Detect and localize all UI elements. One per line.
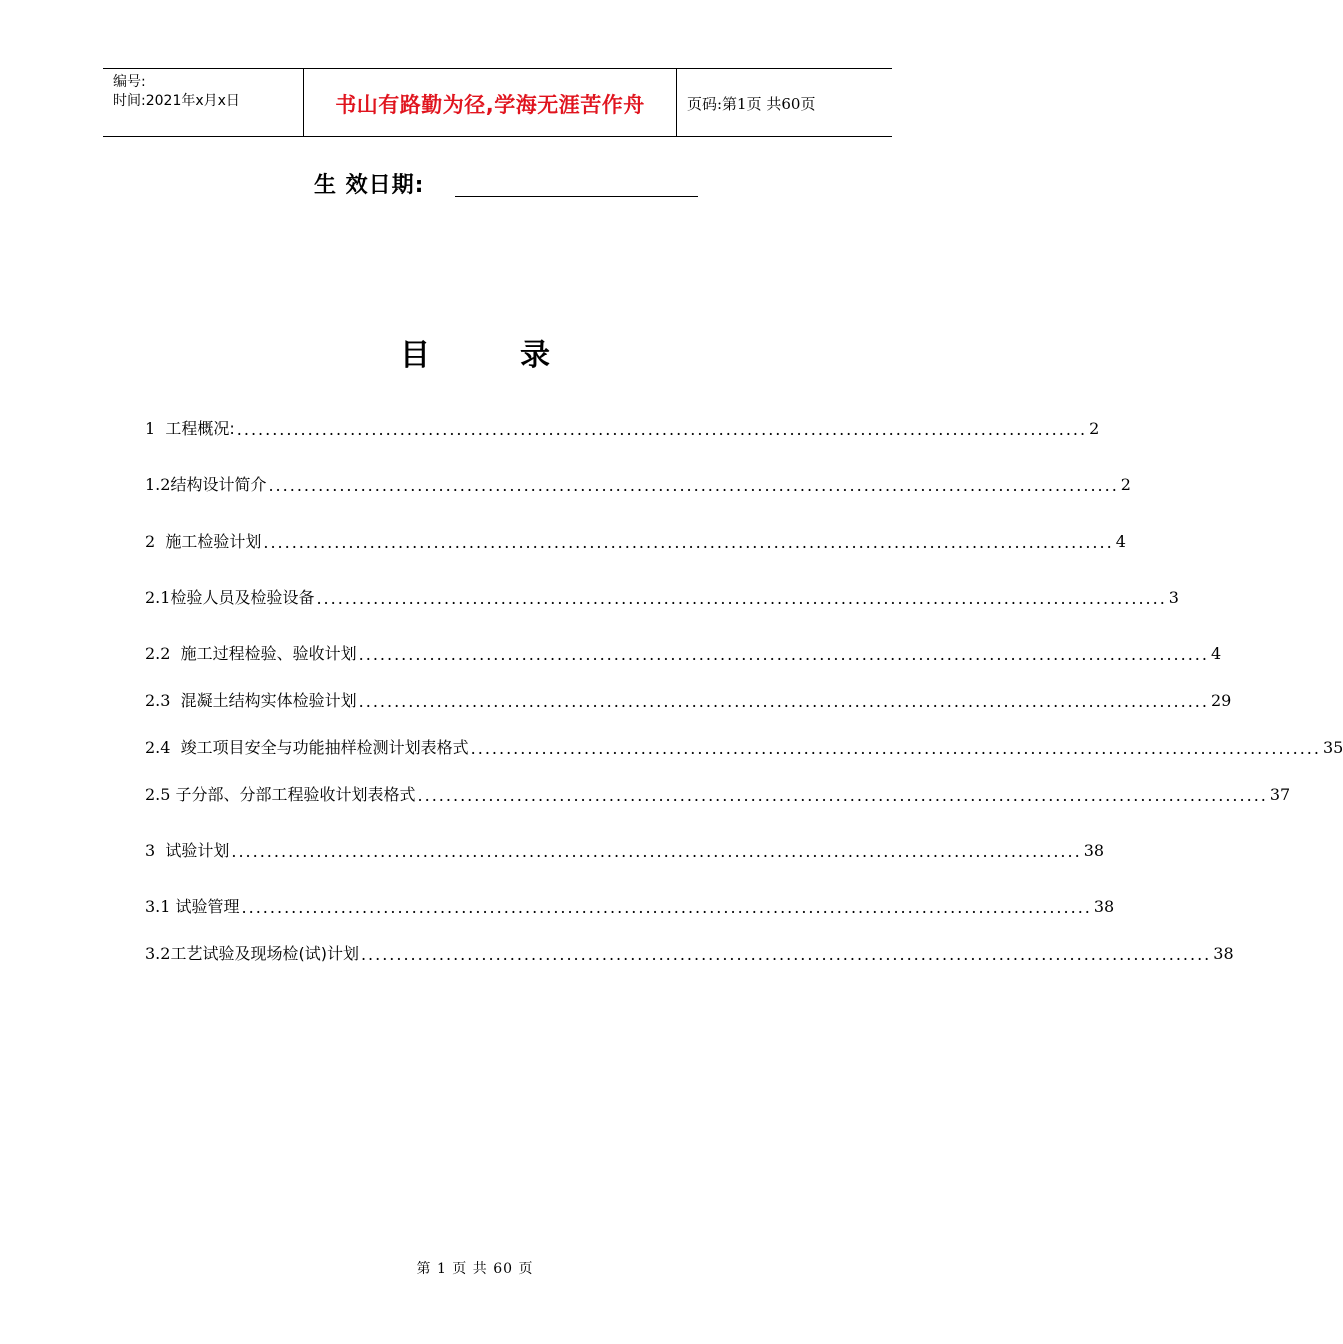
toc-entry-label: 施工检验计划: [165, 532, 262, 551]
toc-entry[interactable]: [145, 530, 1126, 554]
document-date: 时间:2021年x月x日: [113, 93, 240, 109]
toc-entry-leader-dots: ........................................................................................................................: [236, 420, 1088, 439]
toc-entry-number: 3.2: [145, 944, 171, 963]
toc-entry-label: 混凝土结构实体检验计划: [180, 691, 357, 710]
toc-entry[interactable]: [145, 642, 1222, 666]
header-table: [103, 68, 892, 137]
toc-entry-number: 2.2: [145, 644, 181, 663]
toc-entry[interactable]: [145, 839, 1105, 863]
toc-entry-label: 施工过程检验、验收计划: [180, 644, 357, 663]
toc-entry-number: 1: [145, 419, 166, 438]
toc-entry-leader-dots: ........................................................................................................................: [316, 589, 1167, 608]
toc-entry[interactable]: [145, 586, 1179, 610]
toc-entry-number: 3.1: [145, 897, 176, 916]
toc-entry-leader-dots: ........................................................................................................................: [417, 786, 1268, 805]
toc-entry-leader-dots: ........................................................................................................................: [263, 533, 1114, 552]
toc-entry-label: 结构设计简介: [170, 475, 267, 494]
toc-entry-number: 1.2: [145, 475, 171, 494]
toc-entry[interactable]: [145, 736, 1343, 760]
header-info-cell: [103, 69, 304, 136]
toc-entry-leader-dots: ........................................................................................................................: [358, 692, 1209, 711]
toc-entry-page: 38: [1213, 944, 1234, 963]
toc-entry-leader-dots: ........................................................................................................................: [268, 476, 1119, 495]
toc-entry[interactable]: [145, 783, 1291, 807]
toc-entry-number: 2.5: [145, 785, 176, 804]
toc-entry-page: 4: [1210, 644, 1222, 663]
toc-entry-label: 工艺试验及现场检(试)计划: [170, 944, 359, 963]
header-page-code: 页码:第1页 共60页: [687, 95, 816, 113]
toc-title-left: 目: [400, 338, 430, 373]
toc-entry-leader-dots: ........................................................................................................................: [360, 945, 1212, 964]
toc-entry-label: 试验计划: [165, 841, 230, 860]
effective-date-label: 生 效日期:: [314, 173, 425, 198]
toc-entry-page: 3: [1168, 588, 1179, 607]
toc-title: [0, 330, 950, 374]
toc-entry-label: 试验管理: [175, 897, 240, 916]
toc-entry-page: 4: [1115, 532, 1126, 551]
toc-entry-page: 38: [1083, 841, 1105, 860]
toc-entry-number: 2.3: [145, 691, 181, 710]
toc-entry-page: 38: [1093, 897, 1115, 916]
toc-entry-page: 2: [1120, 475, 1131, 494]
toc-entry[interactable]: [145, 895, 1115, 919]
toc-entry-number: 2.1: [145, 588, 171, 607]
toc-entry-label: 子分部、分部工程验收计划表格式: [175, 785, 416, 804]
toc-entry-leader-dots: ........................................................................................................................: [358, 645, 1209, 664]
toc-entry-number: 2: [145, 532, 166, 551]
toc-entry-number: 3: [145, 841, 166, 860]
effective-date-blank-line: [455, 196, 698, 197]
toc-entry-number: 2.4: [145, 738, 181, 757]
toc-entry-page: 35: [1322, 738, 1343, 757]
header-motto: 书山有路勤为径,学海无涯苦作舟: [335, 93, 645, 117]
toc-entry-label: 工程概况:: [165, 419, 235, 438]
toc-title-right: 录: [520, 338, 550, 373]
toc-entry-page: 2: [1089, 419, 1100, 438]
header-page-cell: [677, 69, 892, 136]
toc-entry-leader-dots: ........................................................................................................................: [241, 898, 1092, 917]
toc-entry[interactable]: [145, 689, 1232, 713]
header-motto-cell: [304, 69, 677, 136]
document-number-label: 编号:: [113, 74, 146, 90]
toc-entry[interactable]: [145, 473, 1131, 497]
toc-entry[interactable]: [145, 942, 1234, 966]
toc-entry-page: 29: [1210, 691, 1232, 710]
toc-entry-leader-dots: ........................................................................................................................: [470, 739, 1321, 758]
toc-entry-label: 检验人员及检验设备: [170, 588, 315, 607]
toc-entry-leader-dots: ........................................................................................................................: [231, 842, 1082, 861]
page-footer: 第 1 页 共 60 页: [416, 1261, 534, 1277]
toc-entry-label: 竣工项目安全与功能抽样检测计划表格式: [180, 738, 469, 757]
toc-entry[interactable]: [145, 417, 1100, 441]
toc-entry-page: 37: [1269, 785, 1291, 804]
